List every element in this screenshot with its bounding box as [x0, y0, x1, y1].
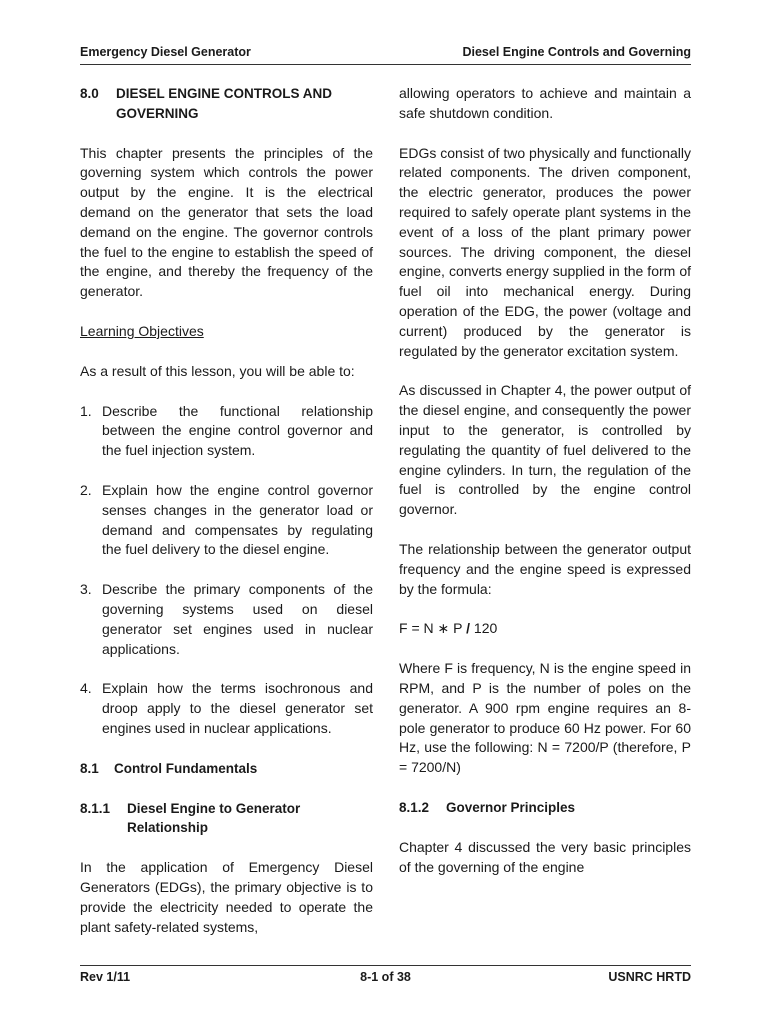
formula-divide: / [466, 620, 471, 637]
section-heading-8-0 [80, 84, 373, 124]
page-header [80, 45, 691, 63]
list-item [80, 580, 373, 659]
section-heading-8-1 [80, 759, 373, 779]
learning-objectives-label: Learning Objectives [80, 322, 204, 339]
section-number: 8.1.1 [80, 800, 111, 816]
section-number: 8.1.2 [399, 799, 430, 815]
section-title: Diesel Engine to Generator Relationship [127, 800, 301, 836]
list-item-number: 1. [80, 402, 92, 419]
list-item-number: 3. [80, 581, 92, 598]
list-item-number: 2. [80, 481, 92, 498]
application-paragraph: In the application of Emergency Diesel Generators (EDGs), the primary objective is to provide the electricity needed to operate the plant safety-related systems, [80, 859, 373, 935]
intro-paragraph: This chapter presents the principles of the governing system which controls the power output by the engine. It is the electrical demand on the generator that sets the load demand on the engine. The governor controls the fuel to the engine to establish the speed of the engine, and thereby the frequency of the generator. [80, 144, 373, 300]
continuation-paragraph: allowing operators to achieve and maintain a safe shutdown condition. [399, 85, 691, 121]
section-heading-8-1-2 [399, 798, 691, 818]
chapter4-paragraph: As discussed in Chapter 4, the power output of the diesel engine, and consequently the power input to the generator, is controlled by regulating the quantity of fuel delivered to the engine cylinders. In turn, the regulation of the fuel is controlled by the engine control governor. [399, 382, 691, 518]
list-item [80, 402, 373, 461]
section-title: Governor Principles [446, 799, 576, 815]
list-item-text: Explain how the engine control governor senses changes in the generator load or demand and compensates by regulating the fuel delivery to the diesel engine. [102, 481, 373, 558]
list-item-text: Describe the functional relationship between the engine control governor and the fuel injection system. [102, 402, 373, 459]
section-title: Control Fundamentals [114, 760, 258, 776]
header-chapter-title: Diesel Engine Controls and Governing [462, 45, 691, 59]
footer-revision: Rev 1/11 [80, 970, 131, 984]
list-item-number: 4. [80, 680, 92, 697]
frequency-formula [399, 619, 691, 639]
where-paragraph: Where F is frequency, N is the engine speed in RPM, and P is the number of poles on the generator. A 900 rpm engine requires an 8-pole generator to produce 60 Hz power. For 60 Hz, use the following: N = 7200/P (therefore, P = 7200/N) [399, 660, 691, 776]
header-rule [80, 64, 691, 65]
section-heading-8-1-1 [80, 799, 373, 839]
lesson-intro: As a result of this lesson, you will be able to: [80, 362, 355, 379]
footer-page-number: 8-1 of 38 [360, 970, 411, 984]
right-column [399, 84, 691, 877]
list-item-text: Describe the primary components of the governing systems used on diesel generator set engines used in nuclear applications. [102, 581, 373, 657]
formula-mid: P [449, 620, 467, 637]
section-number: 8.0 [80, 86, 99, 101]
header-document-title: Emergency Diesel Generator [80, 45, 251, 59]
left-column [80, 84, 373, 937]
footer-rule [80, 965, 691, 966]
edg-paragraph: EDGs consist of two physically and functionally related components. The driven component, the electric generator, produces the power required to safely operate plant systems in the event of a loss of the plant primary power sources. The driving component, the diesel engine, converts energy supplied in the form of fuel oil into mechanical energy. During operation of the EDG, the power (voltage and current) produced by the generator is regulated by the generator excitation system. [399, 144, 691, 359]
footer-organization: USNRC HRTD [608, 970, 691, 984]
objectives-list [80, 402, 373, 739]
list-item [80, 679, 373, 738]
list-item [80, 481, 373, 560]
page-footer [80, 970, 691, 988]
section-number: 8.1 [80, 760, 99, 776]
formula-rhs: 120 [470, 620, 498, 637]
list-item-text: Explain how the terms isochronous and droop apply to the diesel generator set engines used in nuclear applications. [102, 680, 373, 736]
formula-multiply: ∗ [437, 620, 450, 637]
governor-paragraph: Chapter 4 discussed the very basic principles of the governing of the engine [399, 838, 691, 875]
formula-lhs: F = N [399, 620, 438, 637]
relationship-paragraph: The relationship between the generator output frequency and the engine speed is expressed by the formula: [399, 540, 691, 597]
section-title: DIESEL ENGINE CONTROLS AND GOVERNING [116, 86, 333, 121]
